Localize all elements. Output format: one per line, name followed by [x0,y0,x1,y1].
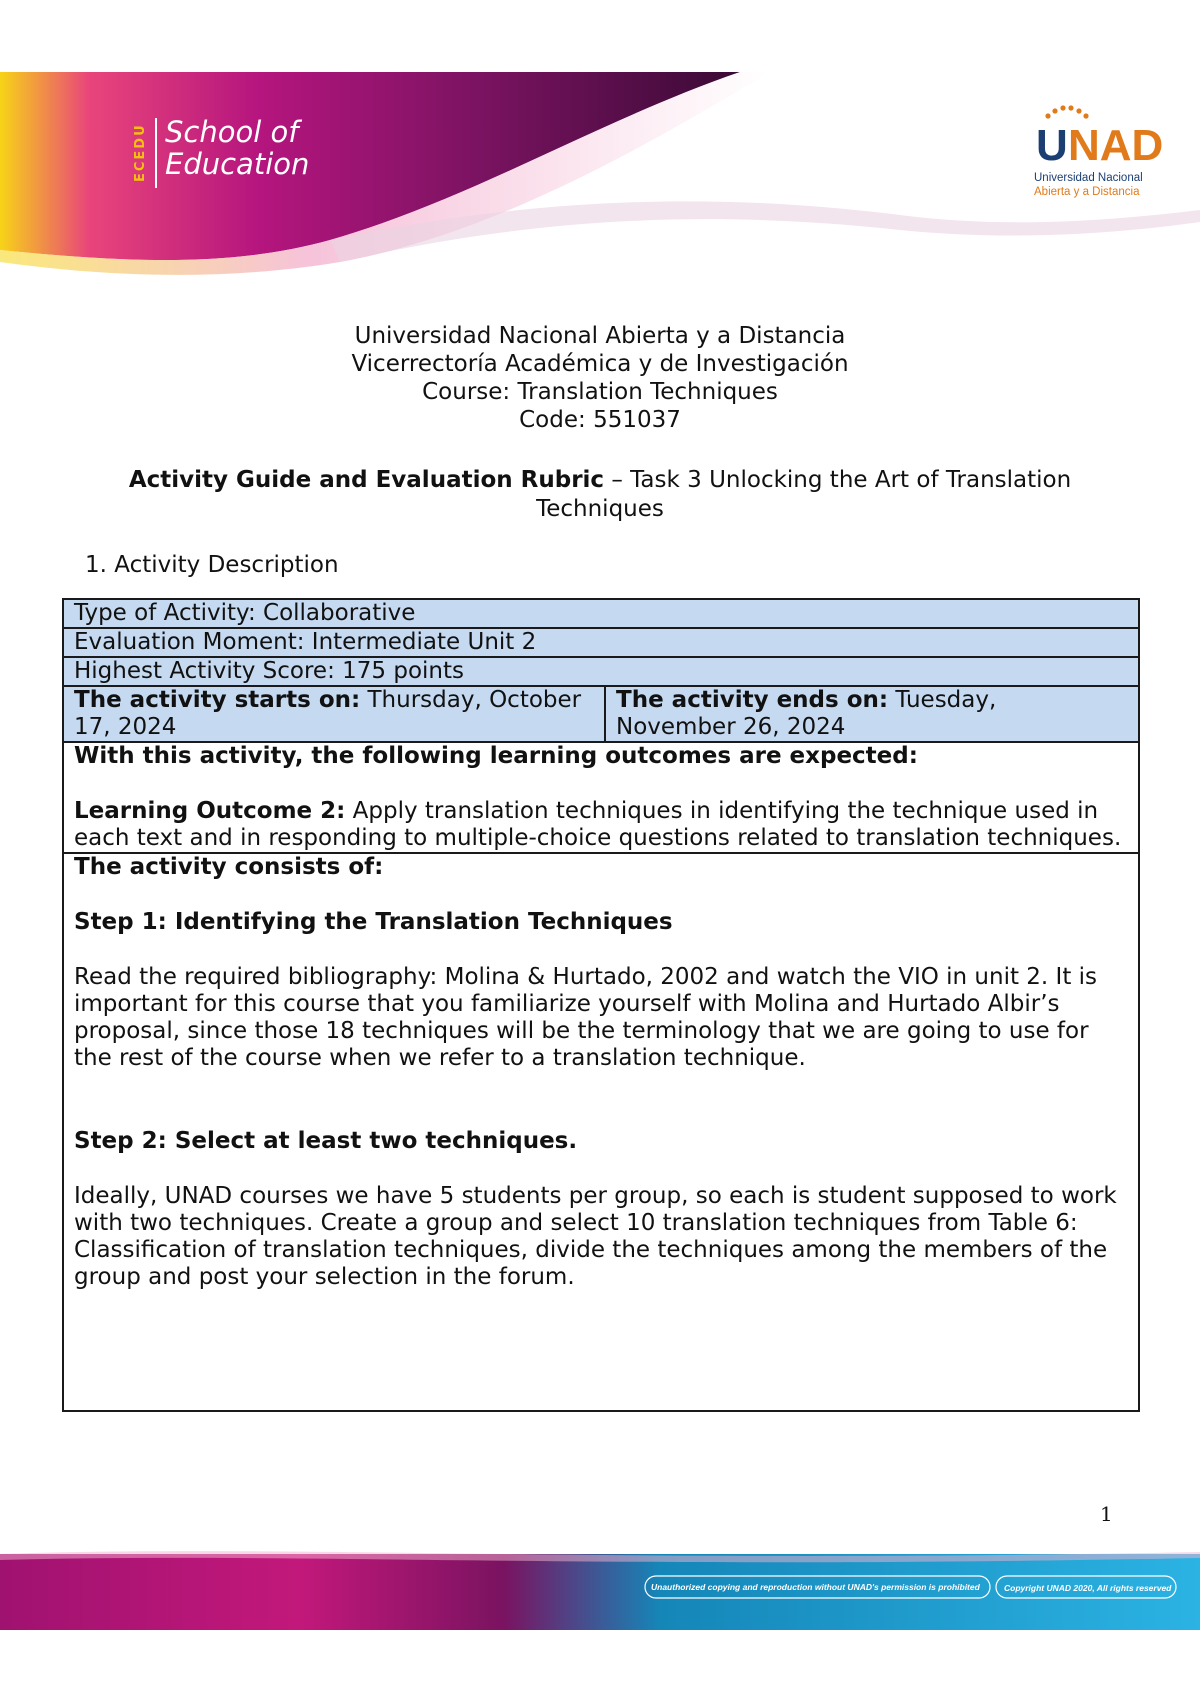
footer-copyright: Copyright UNAD 2020, All rights reserved [1004,1583,1172,1593]
outcome-label: Learning Outcome 2: [74,798,346,824]
brand-divider [155,118,157,188]
title-line4: Code: 551037 [519,407,681,433]
footer-copy-note: Unauthorized copying and reproduction without UNAD's permission is prohibited [651,1582,980,1592]
step1-title: Step 1: Identifying the Translation Techniques [74,909,673,935]
brand-line2: Education [165,147,310,181]
outcome-text: Apply translation techniques in identifying the technique used in each text and in responding to multiple-choice questions related to translation techniques. [74,798,1122,851]
logo-nad: NAD [1068,121,1164,170]
ends-value-1: Tuesday, [888,687,997,713]
section-title: 1. Activity Description [85,552,339,578]
activity-guide-title [60,466,1140,524]
title-line2: Vicerrectoría Académica y de Investigación [351,351,849,377]
outcomes-heading: With this activity, the following learning outcomes are expected: [74,743,918,769]
step1-text: Read the required bibliography: Molina & Hurtado, 2002 and watch the VIO in unit 2. It is important for this course that you familiarize yourself with Molina and Hurtado Albir’s proposal, since those 18 techniques will be the terminology that we are going to use for the rest of the course when we refer to a translation technique. [74,964,1098,1071]
brand-line1: School of [165,115,299,149]
logo-subtitle-2: Abierta y a Distancia [1034,186,1140,198]
ends-label: The activity ends on: [616,687,889,713]
guide-rest-2: Techniques [536,496,664,522]
ends-on-cell [605,686,1139,742]
highest-score-cell: Highest Activity Score: 175 points [63,657,1139,686]
starts-value-1: Thursday, October [360,687,582,713]
learning-outcomes-cell [63,742,1139,853]
activity-description-table [62,598,1140,1412]
starts-on-cell [63,686,605,742]
title-line3: Course: Translation Techniques [422,379,778,405]
title-line1: Universidad Nacional Abierta y a Distancia [354,323,846,349]
brand-text [165,116,309,180]
activity-consists-cell [63,853,1139,1411]
starts-label: The activity starts on: [74,687,361,713]
ends-value-2: November 26, 2024 [616,714,846,740]
brand-vertical-text: ECEDU [133,123,148,183]
consists-heading: The activity consists of: [74,854,384,880]
logo-u: U [1036,121,1068,170]
step2-text: Ideally, UNAD courses we have 5 students per group, so each is student supposed to work with two techniques. Create a group and select 10 translation techniques from Table 6: Classification of translation techniques, divide the techniques among the members of the group and post your selection in the forum. [74,1183,1117,1290]
step2-title: Step 2: Select at least two techniques. [74,1128,578,1154]
page-number: 1 [1100,1502,1113,1526]
evaluation-moment-cell: Evaluation Moment: Intermediate Unit 2 [63,628,1139,657]
starts-value-2: 17, 2024 [74,714,177,740]
type-of-activity-cell: Type of Activity: Collaborative [63,599,1139,628]
guide-rest-1: – Task 3 Unlocking the Art of Translation [604,467,1072,493]
title-block [60,322,1140,434]
guide-bold: Activity Guide and Evaluation Rubric [128,467,605,493]
logo-subtitle-1: Universidad Nacional [1034,172,1143,184]
